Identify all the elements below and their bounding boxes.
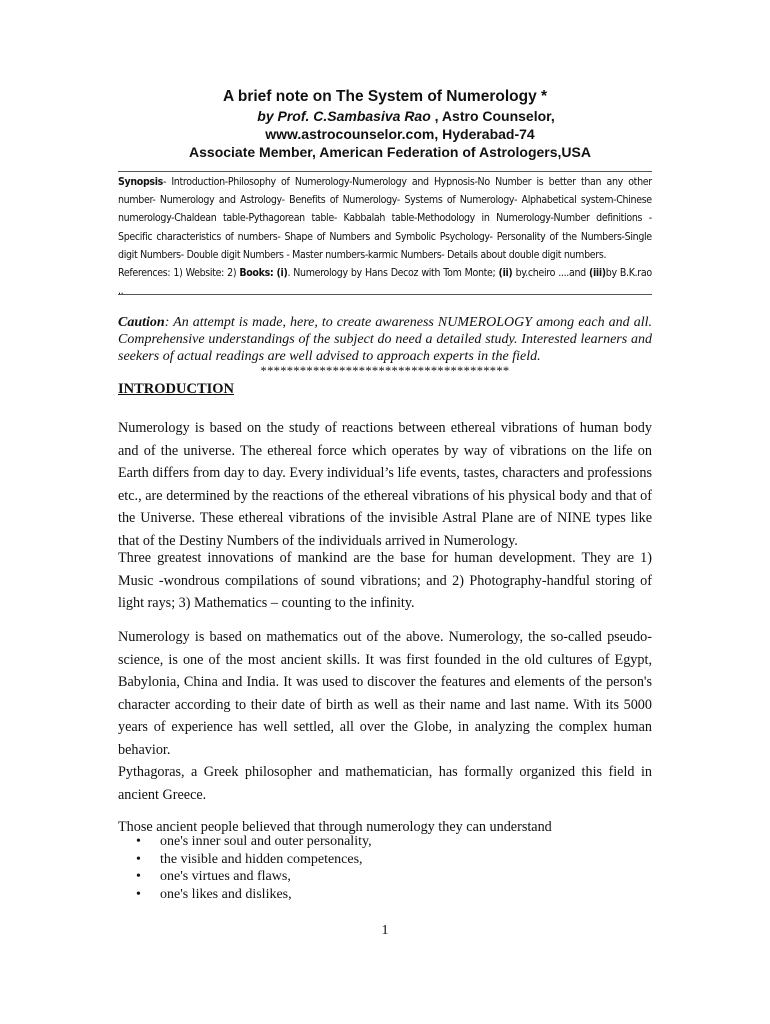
list-item — [136, 833, 372, 851]
list-item — [136, 886, 372, 904]
synopsis-label: Synopsis — [118, 177, 163, 188]
caution-label: Caution — [118, 315, 165, 330]
author-line — [0, 108, 770, 124]
books-label: Books: — [239, 268, 274, 280]
book-i-text: . Numerology by Hans Decoz with Tom Monte; — [287, 268, 499, 280]
references-prefix: References: 1) Website: 2) — [118, 268, 240, 280]
bullet-list — [136, 833, 372, 903]
website-line: www.astrocounselor.com, Hyderabad-74 — [265, 126, 535, 142]
top-divider — [118, 171, 652, 172]
bullet-icon: • — [136, 869, 141, 884]
book-iii-label: (iii) — [588, 268, 606, 280]
synopsis-block — [118, 174, 652, 301]
affiliation-line: Associate Member, American Federation of Astrologers,USA — [189, 144, 591, 160]
list-item-text: the visible and hidden competences, — [160, 851, 363, 867]
paragraph: Three greatest innovations of mankind are the base for human development. They are 1) Music -wondrous compilations of sound vibrations; and 2) Photography-handful storing of light rays; 3) Mathematics – counting to the infinity. — [118, 550, 652, 611]
author-role: , Astro Counselor, — [430, 108, 555, 124]
list-item-text: one's virtues and flaws, — [160, 869, 291, 884]
list-item-text: one's likes and dislikes, — [160, 886, 292, 902]
star-separator: ************************************** — [260, 364, 510, 378]
synopsis-text: - Introduction-Philosophy of Numerology-Numerology and Hypnosis-No Number is better than any other number- Numerology and Astrology- Benefits of Numerology- Systems of Numerology- Alphabetical system-Chinese numerology-Chaldean table-Pythagorean table- Kabbalah table-Methodology in Numerology-Number definitions - Specific characteristics of numbers- Shape of Numbers and Symbolic Psychology- Personality of the Numbers-Single digit Numbers- Double digit Numbers - Master numbers-karmic Numbers- Details about double digit numbers. — [118, 177, 652, 261]
list-item-text: one's inner soul and outer personality, — [160, 834, 372, 849]
document-title: A brief note on The System of Numerology * — [222, 88, 548, 105]
list-item — [136, 868, 372, 886]
paragraph: Pythagoras, a Greek philosopher and mathematician, has formally organized this field in ancient Greece. — [118, 764, 652, 803]
page-number-text: 1 — [381, 923, 389, 938]
book-iii-text: by B.K.rao .. — [118, 268, 652, 298]
book-ii-label: (ii) — [498, 268, 513, 280]
caution-note — [118, 314, 652, 365]
bullet-icon: • — [136, 834, 141, 849]
paragraph: Those ancient people believed that through numerology they can understand — [118, 819, 552, 835]
bullet-icon: • — [136, 851, 141, 867]
caution-text: : An attempt is made, here, to create awareness NUMEROLOGY among each and all. Comprehensive understandings of the subject do need a detailed study. Interested learners and seekers of actual readings are well advised to approach experts in the field. — [118, 315, 652, 364]
paragraph: Numerology is based on the study of reactions between ethereal vibrations of human body and of the universe. The ethereal force which operates by way of vibrations on the life on Earth differs from day to day. Every individual’s life events, tastes, characters and professions etc., are determined by the reactions of the ethereal vibrations of his physical body and that of the Universe. These ethereal vibrations of the invisible Astral Plane are of NINE types like that of the Destiny Numbers of the individuals arrived in Numerology. — [118, 420, 652, 549]
section-heading: INTRODUCTION — [118, 381, 235, 397]
paragraph: Numerology is based on mathematics out of the above. Numerology, the so-called pseudo-science, is one of the most ancient skills. It was first founded in the old cultures of Egypt, Babylonia, China and India. It was used to discover the features and elements of the person's character according to their date of birth as well as their name and last name. With its 5000 years of experience has well settled, all over the Globe, in analyzing the complex human behavior. — [118, 629, 652, 758]
author-name: by Prof. C.Sambasiva Rao — [257, 108, 431, 124]
bottom-divider — [118, 294, 652, 295]
list-item — [136, 851, 372, 869]
book-ii-text: by.cheiro ....and — [512, 268, 589, 280]
page-number — [0, 923, 770, 939]
bullet-icon: • — [136, 886, 141, 902]
book-i-label: (i) — [276, 268, 288, 280]
